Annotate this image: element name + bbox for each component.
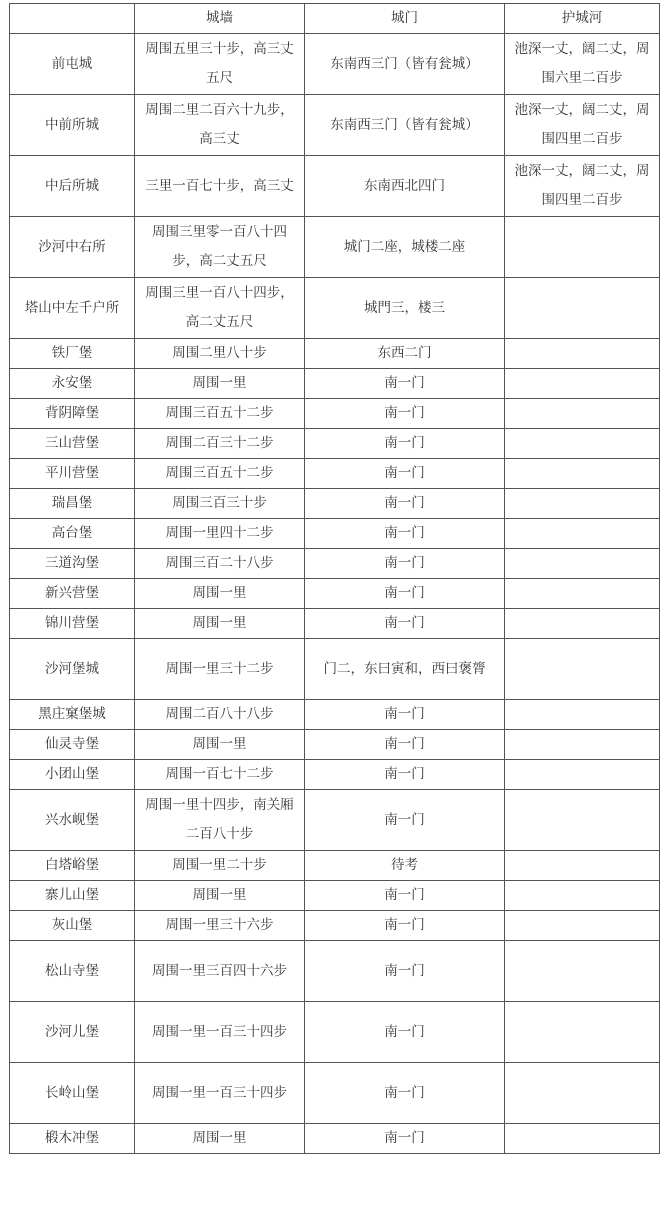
cell-name: 三道沟堡 — [10, 549, 135, 579]
cell-moat — [505, 1063, 660, 1124]
table-row — [10, 609, 660, 639]
cell-wall: 三里一百七十步，高三丈 — [135, 156, 305, 217]
cell-moat — [505, 760, 660, 790]
cell-name: 兴水岘堡 — [10, 790, 135, 851]
cell-moat — [505, 399, 660, 429]
header-cell-moat: 护城河 — [505, 4, 660, 34]
header-cell-gate: 城门 — [305, 4, 505, 34]
cell-gate: 门二，东曰寅和，西曰褒膂 — [305, 639, 505, 700]
cell-gate: 南一门 — [305, 881, 505, 911]
cell-wall: 周围一里三十六步 — [135, 911, 305, 941]
cell-moat — [505, 459, 660, 489]
cell-name: 锦川营堡 — [10, 609, 135, 639]
table-row — [10, 700, 660, 730]
cell-wall: 周围五里三十步，高三丈五尺 — [135, 34, 305, 95]
table-row — [10, 519, 660, 549]
cell-gate: 城门二座，城楼二座 — [305, 217, 505, 278]
table-row — [10, 369, 660, 399]
cell-moat: 池深一丈，阔二丈，周围四里二百步 — [505, 156, 660, 217]
cell-wall: 周围一百七十二步 — [135, 760, 305, 790]
cell-gate: 南一门 — [305, 489, 505, 519]
cell-wall: 周围一里 — [135, 609, 305, 639]
cell-moat — [505, 217, 660, 278]
cell-moat — [505, 1124, 660, 1154]
cell-name: 小团山堡 — [10, 760, 135, 790]
cell-moat — [505, 851, 660, 881]
cell-gate: 南一门 — [305, 941, 505, 1002]
header-row — [10, 4, 660, 34]
table-row — [10, 639, 660, 700]
cell-gate: 南一门 — [305, 609, 505, 639]
cell-gate: 东西二门 — [305, 339, 505, 369]
cell-moat: 池深一丈，阔二丈，周围四里二百步 — [505, 95, 660, 156]
cell-gate: 南一门 — [305, 549, 505, 579]
cell-gate: 南一门 — [305, 1063, 505, 1124]
cell-name: 中前所城 — [10, 95, 135, 156]
cell-moat: 池深一丈，阔二丈，周围六里二百步 — [505, 34, 660, 95]
table-row — [10, 339, 660, 369]
cell-moat — [505, 639, 660, 700]
cell-name: 灰山堡 — [10, 911, 135, 941]
cell-wall: 周围一里三十二步 — [135, 639, 305, 700]
cell-gate: 城門三，楼三 — [305, 278, 505, 339]
header-cell-name — [10, 4, 135, 34]
cell-moat — [505, 941, 660, 1002]
cell-name: 永安堡 — [10, 369, 135, 399]
cell-wall: 周围二百八十八步 — [135, 700, 305, 730]
cell-wall: 周围三百五十二步 — [135, 459, 305, 489]
cell-moat — [505, 549, 660, 579]
cell-name: 长岭山堡 — [10, 1063, 135, 1124]
cell-wall: 周围一里 — [135, 369, 305, 399]
cell-wall: 周围一里 — [135, 1124, 305, 1154]
table-row — [10, 217, 660, 278]
cell-wall: 周围一里一百三十四步 — [135, 1063, 305, 1124]
cell-gate: 东南西三门（皆有瓮城） — [305, 95, 505, 156]
cell-name: 黑庄窠堡城 — [10, 700, 135, 730]
cell-gate: 南一门 — [305, 579, 505, 609]
cell-gate: 南一门 — [305, 911, 505, 941]
table-row — [10, 1063, 660, 1124]
cell-moat — [505, 429, 660, 459]
cell-moat — [505, 519, 660, 549]
header-cell-wall: 城墙 — [135, 4, 305, 34]
cell-moat — [505, 278, 660, 339]
cell-name: 中后所城 — [10, 156, 135, 217]
cell-wall: 周围一里二十步 — [135, 851, 305, 881]
cell-name: 高台堡 — [10, 519, 135, 549]
cell-gate: 南一门 — [305, 459, 505, 489]
cell-gate: 南一门 — [305, 760, 505, 790]
cell-wall: 周围一里 — [135, 730, 305, 760]
cell-moat — [505, 911, 660, 941]
cell-name: 铁厂堡 — [10, 339, 135, 369]
cell-gate: 南一门 — [305, 369, 505, 399]
cell-wall: 周围一里三百四十六步 — [135, 941, 305, 1002]
fortification-table — [9, 3, 660, 1154]
table-row — [10, 579, 660, 609]
cell-moat — [505, 609, 660, 639]
cell-gate: 东南西北四门 — [305, 156, 505, 217]
table-row — [10, 911, 660, 941]
cell-gate: 南一门 — [305, 519, 505, 549]
cell-wall: 周围一里 — [135, 881, 305, 911]
cell-gate: 南一门 — [305, 1124, 505, 1154]
cell-name: 平川营堡 — [10, 459, 135, 489]
cell-name: 白塔峪堡 — [10, 851, 135, 881]
cell-wall: 周围二百三十二步 — [135, 429, 305, 459]
cell-wall: 周围一里四十二步 — [135, 519, 305, 549]
table-row — [10, 881, 660, 911]
table-row — [10, 790, 660, 851]
cell-name: 椴木冲堡 — [10, 1124, 135, 1154]
table-row — [10, 760, 660, 790]
cell-moat — [505, 369, 660, 399]
table-row — [10, 549, 660, 579]
cell-moat — [505, 489, 660, 519]
cell-moat — [505, 339, 660, 369]
cell-name: 背阴障堡 — [10, 399, 135, 429]
cell-wall: 周围一里一百三十四步 — [135, 1002, 305, 1063]
cell-wall: 周围二里二百六十九步，高三丈 — [135, 95, 305, 156]
cell-name: 瑞昌堡 — [10, 489, 135, 519]
table-row — [10, 95, 660, 156]
cell-wall: 周围二里八十步 — [135, 339, 305, 369]
cell-wall: 周围一里十四步，南关厢二百八十步 — [135, 790, 305, 851]
cell-wall: 周围三百五十二步 — [135, 399, 305, 429]
cell-name: 前屯城 — [10, 34, 135, 95]
table-row — [10, 156, 660, 217]
cell-wall: 周围三百三十步 — [135, 489, 305, 519]
cell-gate: 南一门 — [305, 1002, 505, 1063]
cell-moat — [505, 790, 660, 851]
cell-gate: 南一门 — [305, 399, 505, 429]
cell-moat — [505, 730, 660, 760]
cell-wall: 周围一里 — [135, 579, 305, 609]
table-row — [10, 851, 660, 881]
cell-name: 三山营堡 — [10, 429, 135, 459]
table-row — [10, 429, 660, 459]
table-row — [10, 941, 660, 1002]
cell-moat — [505, 1002, 660, 1063]
table-row — [10, 1124, 660, 1154]
cell-gate: 南一门 — [305, 790, 505, 851]
table-row — [10, 730, 660, 760]
cell-wall: 周围三里零一百八十四步，高二丈五尺 — [135, 217, 305, 278]
table-row — [10, 489, 660, 519]
cell-moat — [505, 579, 660, 609]
cell-wall: 周围三里一百八十四步，高二丈五尺 — [135, 278, 305, 339]
table-body — [10, 34, 660, 1154]
table-row — [10, 459, 660, 489]
cell-name: 松山寺堡 — [10, 941, 135, 1002]
cell-name: 沙河中右所 — [10, 217, 135, 278]
cell-gate: 东南西三门（皆有瓮城） — [305, 34, 505, 95]
cell-name: 沙河堡城 — [10, 639, 135, 700]
cell-gate: 南一门 — [305, 429, 505, 459]
cell-gate: 南一门 — [305, 730, 505, 760]
cell-name: 新兴营堡 — [10, 579, 135, 609]
table-row — [10, 34, 660, 95]
table-row — [10, 399, 660, 429]
cell-moat — [505, 881, 660, 911]
cell-name: 沙河儿堡 — [10, 1002, 135, 1063]
table-row — [10, 1002, 660, 1063]
cell-name: 寨儿山堡 — [10, 881, 135, 911]
table-row — [10, 278, 660, 339]
cell-name: 塔山中左千户所 — [10, 278, 135, 339]
cell-gate: 待考 — [305, 851, 505, 881]
cell-moat — [505, 700, 660, 730]
cell-name: 仙灵寺堡 — [10, 730, 135, 760]
cell-wall: 周围三百二十八步 — [135, 549, 305, 579]
cell-gate: 南一门 — [305, 700, 505, 730]
